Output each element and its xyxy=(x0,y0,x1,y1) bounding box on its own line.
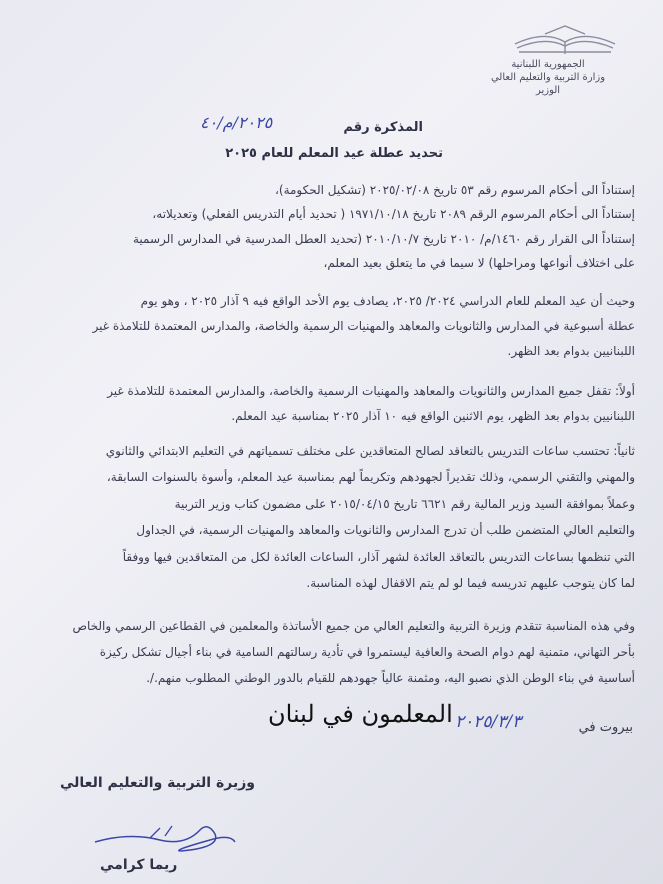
letterhead-republic: الجمهورية اللبنانية xyxy=(511,59,585,70)
whereas-line: عطلة أسبوعية في المدارس والثانويات والمعاهد والمهنيات الرسمية والخاصة، والمدارس المعتمدة للتلامذة غير xyxy=(92,319,635,333)
letterhead-ministry: وزارة التربية والتعليم العالي xyxy=(490,72,606,83)
preamble-line: إستناداً الى القرار رقم ١٤٦٠/م/ ٢٠١٠ تاريخ ٢٠١٠/١٠/٧ (تحديد العطل المدرسية في المدارس الرسمية xyxy=(132,232,635,246)
article-second-line: ثانياً: تحتسب ساعات التدريس بالتعاقد لصالح المتعاقدين على مختلف تسمياتهم في التعليم الابتدائي والثانوي xyxy=(105,444,635,458)
article-first-line: اللبنانيين بدوام بعد الظهر، يوم الاثنين الواقع فيه ١٠ آذار ٢٠٢٥ بمناسبة عيد المعلم. xyxy=(231,409,635,423)
letterhead-office: الوزير xyxy=(535,85,561,96)
watermark-label: المعلمون في لبنان xyxy=(268,700,453,728)
closing-line: بأحر التهاني، متمنية لهم دوام الصحة والعافية ليستمروا في تأدية رسالتهم السامية في بناء أجيال تشكل ركيزة xyxy=(99,645,635,659)
preamble-line: إستناداً الى أحكام المرسوم رقم ٥٣ تاريخ ٢٠٢٥/٠٢/٠٨ (تشكيل الحكومة)، xyxy=(275,183,635,197)
place-label: بيروت في xyxy=(578,720,633,735)
article-second-line: وعملاً بموافقة السيد وزير المالية رقم ٦٦٢١ تاريخ ٢٠١٥/٠٤/١٥ على مضمون كتاب وزير التربية xyxy=(174,497,635,511)
article-second-line: والتعليم العالي المتضمن طلب أن تدرج المدارس والثانويات والمعاهد والمهنيات الرسمية، في الجداول xyxy=(136,523,635,537)
closing-line: وفي هذه المناسبة تتقدم وزيرة التربية والتعليم العالي من جميع الأساتذة والمعلمين في القطاعين الرسمي والخاص xyxy=(72,619,635,633)
memo-number-handwritten: ٢٠٢٥/م/٤٠ xyxy=(200,113,273,132)
whereas-line: اللبنانيين بدوام بعد الظهر. xyxy=(507,344,635,358)
signatory-title: وزيرة التربية والتعليم العالي xyxy=(60,775,255,791)
closing-line: أساسية في بناء الوطن الذي نصبو اليه، ومثمنة عالياً جهودهم للقيام بالدور الوطني المطلوب منهم./. xyxy=(146,671,635,685)
article-second-line: لما كان يتوجب عليهم تدريسه فيما لو لم يتم الاقفال لهذه المناسبة. xyxy=(306,576,635,590)
preamble-line: إستناداً الى أحكام المرسوم الرقم ٢٠٨٩ تاريخ ١٩٧١/١٠/١٨ ( تحديد أيام التدريس الفعلي) وتعديلاته، xyxy=(152,207,635,221)
article-first-line: أولاً: تقفل جميع المدارس والثانويات والمعاهد والمهنيات الرسمية والخاصة، والمدارس المعتمدة للتلامذة غير xyxy=(107,384,635,398)
memo-title: تحديد عطلة عيد المعلم للعام ٢٠٢٥ xyxy=(225,146,443,161)
article-second-line: التي تنظمها بساعات التدريس بالتعاقد العائدة لشهر آذار، الساعات العائدة لكل من المتعاقدين فيها ووفقاً xyxy=(122,550,635,564)
letterhead xyxy=(483,58,613,97)
whereas-line: وحيث أن عيد المعلم للعام الدراسي ٢٠٢٤/ ٢٠٢٥، يصادف يوم الأحد الواقع فيه ٩ آذار ٢٠٢٥ ، وهو يوم xyxy=(140,294,635,308)
date-handwritten: ٢٠٢٥/٣/٣ xyxy=(455,712,522,732)
ministry-emblem xyxy=(505,22,625,62)
memo-number-label: المذكرة رقم xyxy=(343,120,423,135)
signatory-name: ريما كرامي xyxy=(100,857,178,873)
signature-scribble xyxy=(90,820,240,860)
article-second-line: والمهني والتقني الرسمي، وذلك تقديراً لجهودهم وتكريماً لهم بمناسبة عيد المعلم، وأسوة بالسنوات السابقة، xyxy=(106,470,635,484)
preamble-line: على اختلاف أنواعها ومراحلها) لا سيما في ما يتعلق بعيد المعلم، xyxy=(323,256,635,270)
